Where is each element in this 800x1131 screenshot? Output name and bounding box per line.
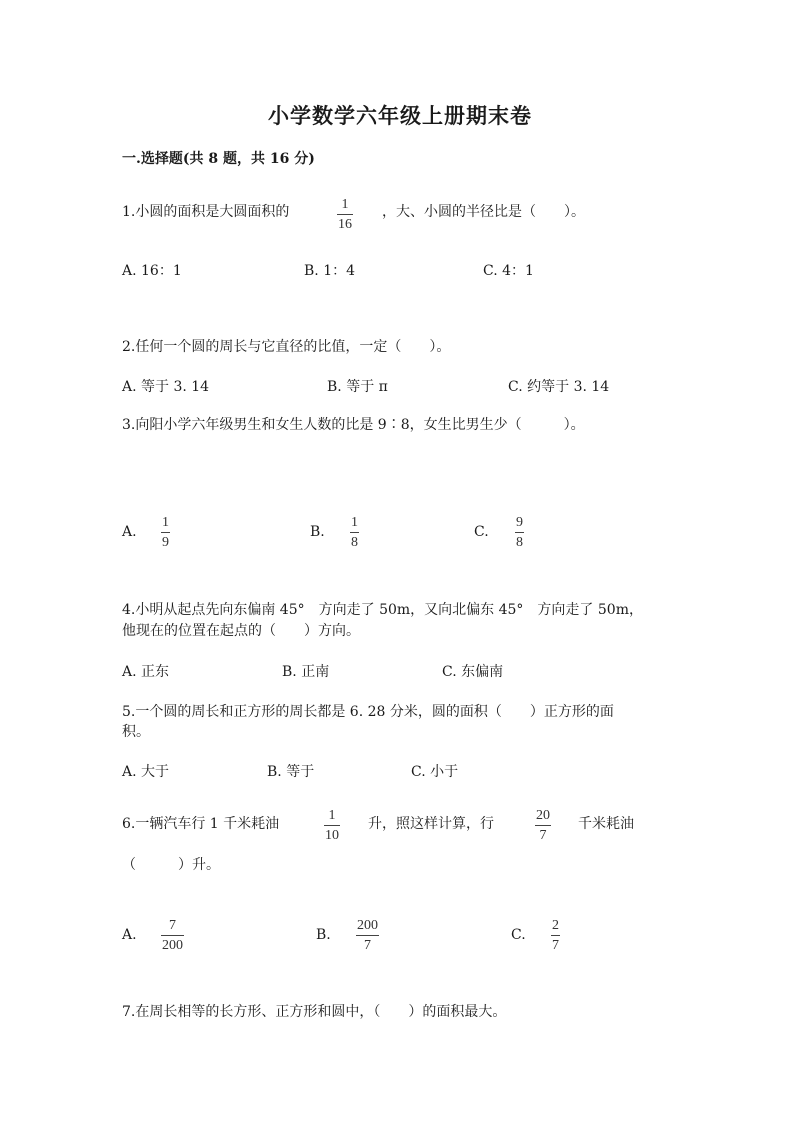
option-b[interactable]: B. 1：4 <box>304 263 356 279</box>
option-c[interactable]: C. <box>511 927 526 943</box>
option-b[interactable]: B. 等于 π <box>327 379 388 395</box>
option-b[interactable]: B. <box>310 524 325 540</box>
option-c-fraction <box>551 918 560 953</box>
option-c[interactable]: C. 东偏南 <box>442 664 504 680</box>
fraction-denominator: 16 <box>338 217 352 232</box>
question-2-text: 2.任何一个圆的周长与它直径的比值，一定（ ）。 <box>122 339 451 355</box>
question-1-text: 1.小圆的面积是大圆面积的 <box>122 204 290 220</box>
question-5-text-line1: 5.一个圆的周长和正方形的周长都是 6. 28 分米，圆的面积（ ）正方形的面 <box>122 704 614 720</box>
option-c[interactable]: C. 4：1 <box>483 263 534 279</box>
fraction-denominator: 8 <box>351 535 358 550</box>
fraction-denominator: 9 <box>162 535 169 550</box>
question-6-text-line2: （ ）升。 <box>122 857 220 873</box>
fraction-denominator: 7 <box>539 828 547 843</box>
question-1-fraction <box>337 197 353 232</box>
question-6-text-end: 千米耗油 <box>578 816 634 832</box>
option-a[interactable]: A. 正东 <box>122 664 170 680</box>
option-b[interactable]: B. 等于 <box>267 764 315 780</box>
option-c[interactable]: C. 约等于 3. 14 <box>508 379 610 395</box>
option-a[interactable]: A. 16：1 <box>122 263 182 279</box>
fraction-numerator: 1 <box>341 197 349 212</box>
fraction-numerator: 20 <box>536 808 550 823</box>
option-c[interactable]: C. 小于 <box>411 764 459 780</box>
question-6-fraction-2 <box>535 808 551 843</box>
question-1-text-end: ，大、小圆的半径比是（ ）。 <box>382 204 585 220</box>
question-4-text-line1: 4.小明从起点先向东偏南 45° 方向走了 50m，又向北偏东 45° 方向走了 50m， <box>122 602 643 618</box>
fraction-numerator: 9 <box>516 515 523 530</box>
option-b[interactable]: B. <box>316 927 331 943</box>
option-c[interactable]: C. <box>474 524 489 540</box>
fraction-numerator: 1 <box>162 515 169 530</box>
option-a-fraction <box>161 515 170 550</box>
question-6-text-mid: 升，照这样计算，行 <box>368 816 494 832</box>
question-6-text: 6.一辆汽车行 1 千米耗油 <box>122 816 280 832</box>
fraction-numerator: 7 <box>169 918 176 933</box>
option-a-fraction <box>161 918 184 953</box>
fraction-denominator: 200 <box>162 938 183 953</box>
fraction-denominator: 7 <box>552 938 559 953</box>
fraction-numerator: 200 <box>357 918 378 933</box>
section-heading: 一.选择题(共 8 题，共 16 分) <box>122 151 315 167</box>
option-a[interactable]: A. 大于 <box>122 764 170 780</box>
option-b-fraction <box>356 918 379 953</box>
option-b[interactable]: B. 正南 <box>282 664 330 680</box>
page-title: 小学数学六年级上册期末卷 <box>268 103 532 128</box>
option-b-fraction <box>350 515 359 550</box>
question-5-text-line2: 积。 <box>122 724 150 740</box>
question-7-text: 7.在周长相等的长方形、正方形和圆中，（ ）的面积最大。 <box>122 1004 507 1020</box>
question-6-fraction-1 <box>324 808 340 843</box>
fraction-numerator: 1 <box>328 808 336 823</box>
fraction-denominator: 10 <box>325 828 339 843</box>
fraction-denominator: 7 <box>364 938 371 953</box>
option-a[interactable]: A. <box>122 927 137 943</box>
option-a[interactable]: A. 等于 3. 14 <box>122 379 210 395</box>
fraction-numerator: 1 <box>351 515 358 530</box>
question-4-text-line2: 他现在的位置在起点的（ ）方向。 <box>122 623 360 639</box>
fraction-numerator: 2 <box>552 918 559 933</box>
option-a[interactable]: A. <box>122 524 137 540</box>
question-3-text: 3.向阳小学六年级男生和女生人数的比是 9∶8，女生比男生少（ ）。 <box>122 417 585 433</box>
option-c-fraction <box>515 515 524 550</box>
fraction-denominator: 8 <box>516 535 523 550</box>
